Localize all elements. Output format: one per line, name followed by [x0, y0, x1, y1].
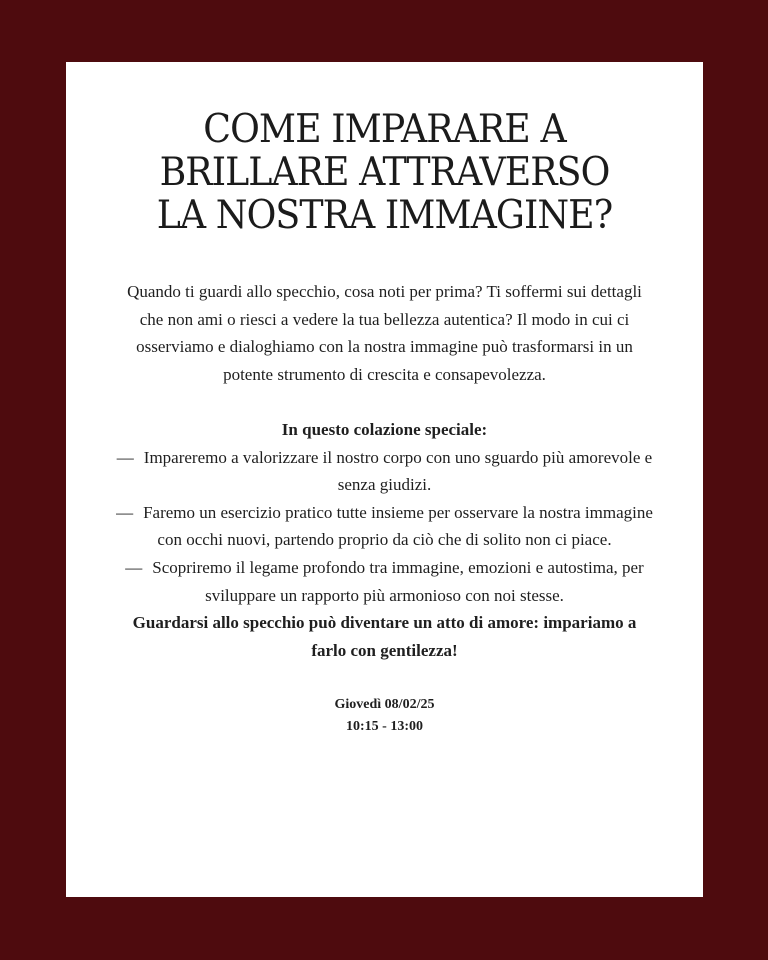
bullet-item: [114, 499, 655, 554]
dash-icon: —: [116, 502, 134, 522]
bullet-text: Impareremo a valorizzare il nostro corpo con uno sguardo più amorevole e senza giudizi.: [143, 447, 653, 495]
event-date: Giovedì 08/02/25: [334, 697, 435, 713]
event-time: 10:15 - 13:00: [346, 719, 423, 735]
bullet-item: [114, 444, 655, 499]
bullet-text: Faremo un esercizio pratico tutte insieme per osservare la nostra immagine con occhi nuovi, partendo proprio da ciò che di solito non ci piace.: [143, 502, 653, 550]
closing-statement: Guardarsi allo specchio può diventare un atto di amore: impariamo a farlo con gentilezza!: [132, 613, 637, 660]
dash-icon: —: [125, 557, 143, 577]
page-title: [88, 108, 680, 237]
title-line: BRILLARE ATTRAVERSO: [159, 150, 610, 195]
intro-paragraph: Quando ti guardi allo specchio, cosa noti per prima? Ti soffermi sui dettagli che non ami o riesci a vedere la tua bellezza autentica? Il modo in cui ci osserviamo e dialoghiamo con la nostra immagine può trasformarsi in un potente strumento di crescita e consapevolezza.: [127, 282, 642, 384]
flyer-card: [66, 62, 703, 897]
section-heading: In questo colazione speciale:: [281, 419, 488, 439]
event-info: [114, 694, 655, 738]
dash-icon: —: [116, 447, 134, 467]
title-line: COME IMPARARE A: [203, 107, 566, 152]
title-line: LA NOSTRA IMMAGINE?: [156, 193, 613, 238]
bullet-text: Scopriremo il legame profondo tra immagine, emozioni e autostima, per sviluppare un rapporto più armonioso con noi stesse.: [152, 557, 644, 605]
bullet-item: [114, 554, 655, 609]
flyer-body: [114, 278, 655, 738]
